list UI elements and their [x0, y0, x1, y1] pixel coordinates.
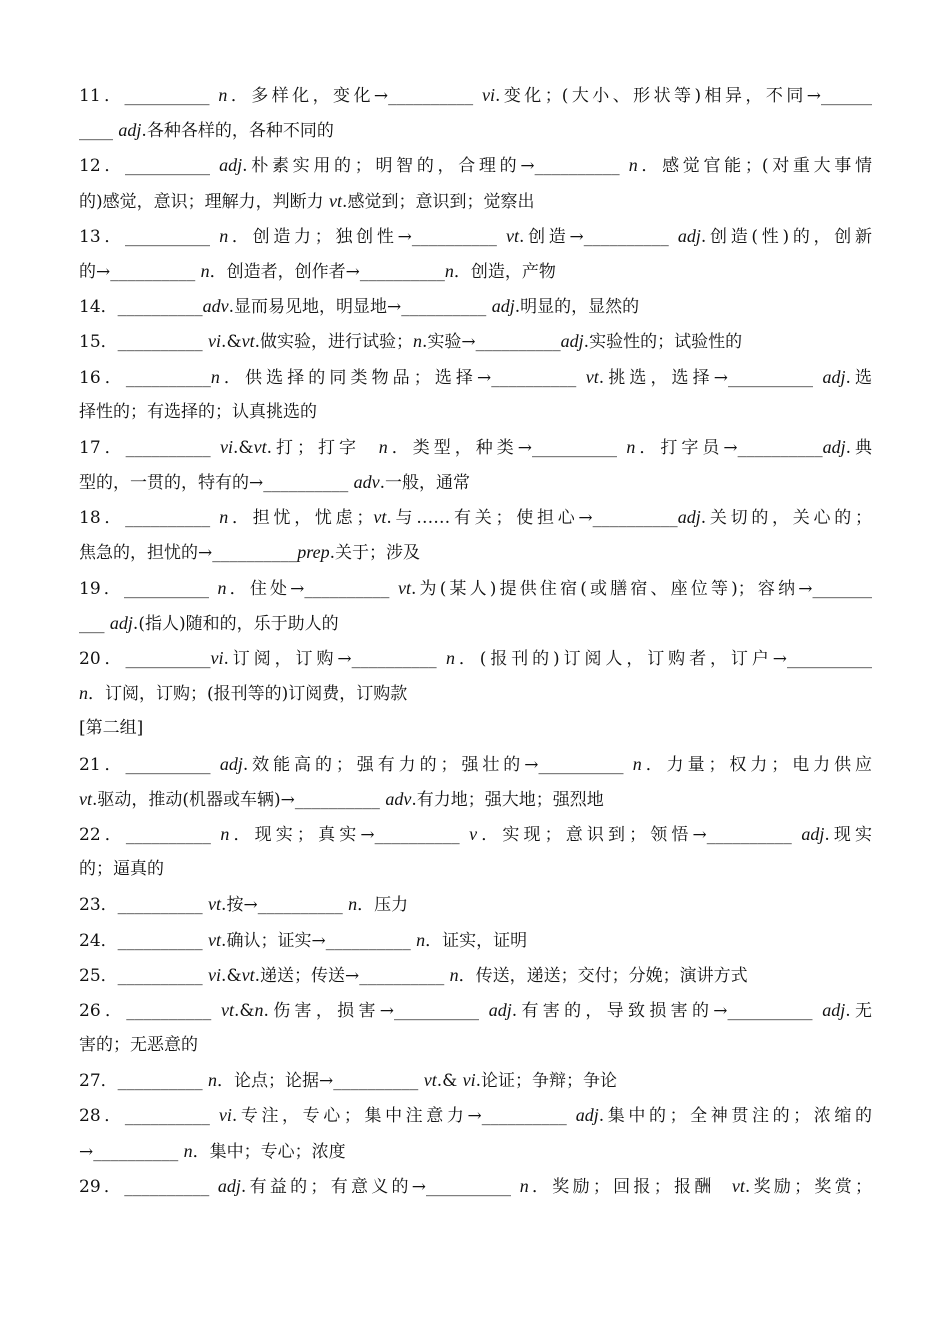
exercise-line: ___ adj.(指人)随和的，乐于助人的 [79, 612, 339, 634]
exercise-line: 19．__________ n．住处→__________ vt.为(某人)提供住宿(或膳宿、座位等)；容纳→_______ [79, 577, 872, 599]
exercise-line: 15．__________ vi.&vt.做实验，进行试验；n.实验→__________adj.实验性的；试验性的 [79, 331, 743, 353]
exercise-line: ____ adj.各种各样的，各种不同的 [79, 120, 334, 142]
exercise-line: 27．__________ n．论点；论据→__________ vt.& vi.论证；争辩；争论 [79, 1070, 618, 1092]
exercise-line: 23．__________ vt.按→__________ n．压力 [79, 894, 409, 916]
exercise-line: 28．__________ vi.专注，专心；集中注意力→__________ adj.集中的；全神贯注的；浓缩的 [79, 1105, 872, 1127]
exercise-line: 的→__________ n．创造者，创作者→__________n．创造，产物 [79, 260, 556, 282]
exercise-line: 14．__________adv.显而易见地，明显地→__________ adj.明显的，显然的 [79, 296, 640, 318]
exercise-line: 的)感觉，意识；理解力，判断力 vt.感觉到；意识到；觉察出 [79, 190, 535, 212]
exercise-line: 26．__________ vt.&n.伤害，损害→__________ adj.有害的，导致损害的→__________ adj.无 [79, 999, 872, 1021]
exercise-line: 11．__________ n．多样化，变化→__________ vi.变化；(大小、形状等)相异，不同→______ [79, 85, 872, 106]
exercise-line: 12．__________ adj.朴素实用的；明智的，合理的→__________ n．感觉官能；(对重大事情 [79, 155, 872, 177]
exercise-line: 22．__________ n．现实；真实→__________ v．实现；意识到；领悟→__________ adj.现实 [79, 823, 872, 845]
exercise-line: 的；逼真的 [79, 859, 164, 880]
exercise-line: vt.驱动，推动(机器或车辆)→__________ adv.有力地；强大地；强烈地 [79, 788, 604, 810]
exercise-line: 17．__________ vi.&vt.打；打字 n．类型，种类→__________ n．打字员→__________adj.典 [79, 436, 872, 458]
exercise-line: 焦急的，担忧的→__________prep.关于；涉及 [79, 542, 420, 564]
exercise-line: 型的，一贯的，特有的→__________ adv.一般，通常 [79, 472, 471, 494]
exercise-line: n．订阅，订购；(报刊等的)订阅费，订购款 [79, 683, 408, 705]
exercise-line: 择性的；有选择的；认真挑选的 [79, 401, 317, 422]
exercise-line: 25．__________ vi.&vt.递送；传送→__________ n．传送，递送；交付；分娩；演讲方式 [79, 964, 748, 986]
exercise-line: 害的；无恶意的 [79, 1035, 198, 1056]
exercise-line: 20．__________vi.订阅，订购→__________ n．(报刊的)订阅人，订购者，订户→__________ [79, 648, 872, 669]
exercise-line: 29．__________ adj.有益的；有意义的→__________ n．奖励；回报；报酬 vt.奖励；奖赏； [79, 1175, 872, 1197]
section-heading: [第二组] [79, 718, 144, 739]
exercise-line: 18．__________ n．担忧，忧虑；vt.与……有关；使担心→__________adj.关切的，关心的； [79, 507, 872, 529]
exercise-line: 24．__________ vt.确认；证实→__________ n．证实，证明 [79, 929, 528, 951]
exercise-line: 13．__________ n．创造力；独创性→__________ vt.创造→__________ adj.创造(性)的，创新 [79, 225, 872, 247]
exercise-line: 21．__________ adj.效能高的；强有力的；强壮的→__________ n．力量；权力；电力供应 [79, 753, 872, 775]
exercise-line: →__________ n．集中；专心；浓度 [79, 1140, 346, 1162]
vocabulary-exercise-page [79, 78, 872, 1204]
exercise-line: 16．__________n．供选择的同类物品；选择→__________ vt.挑选，选择→__________ adj.选 [79, 366, 872, 388]
